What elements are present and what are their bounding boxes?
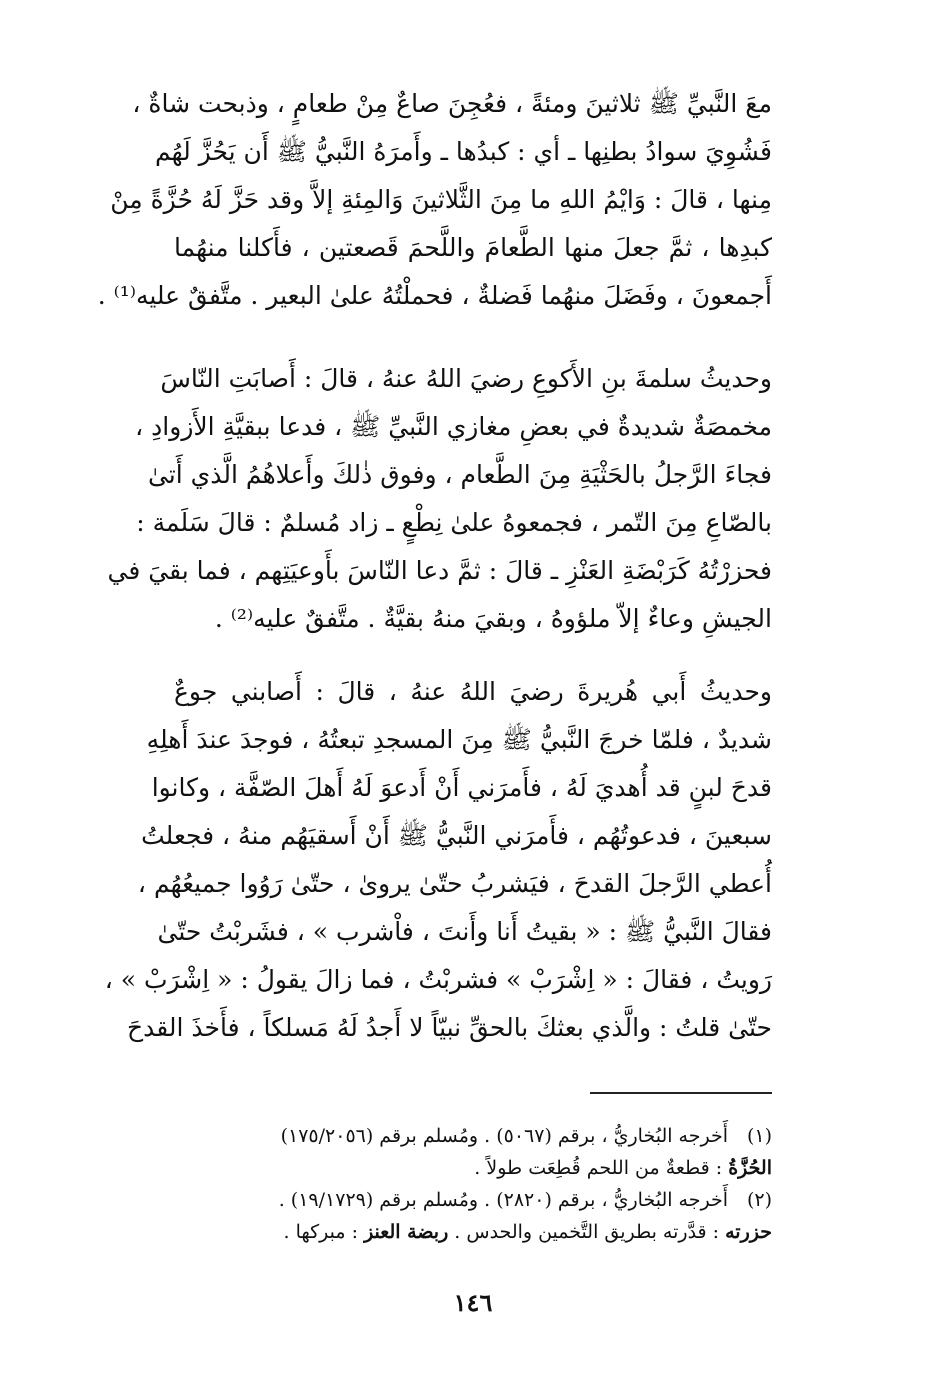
text-line: مِنها ، قالَ : وَايْمُ اللهِ ما مِنَ الثَّلاثينَ وَالمِئةِ إلاَّ وقد حَزَّ لَهُ حُزَّةً مِنْ [110, 185, 772, 214]
text-line: فحزرْتُهُ كَرَبْضَةِ العَنْزِ ـ قالَ : ثمَّ دعا النّاسَ بأَوعيَتِهم ، فما بقيَ في [107, 556, 772, 585]
gloss-term: ربضة العنز [364, 1221, 449, 1243]
text-line: وحديثُ سلمةَ بنِ الأَكوعِ رضيَ اللهُ عنهُ ، قالَ : أَصابَتِ النّاسَ [160, 364, 772, 393]
page-number: ١٤٦ [453, 1288, 493, 1317]
paragraph-2 [107, 355, 772, 643]
text-line: فجاءَ الرَّجلُ بالحَثْيَةِ مِنَ الطَّعام ، وفوق ذٰلكَ وأَعلاهُمُ الَّذي أَتىٰ [147, 460, 772, 489]
paragraph-1 [97, 80, 772, 320]
footnote-number: (١) [746, 1125, 772, 1147]
text-line: معَ النَّبيِّ ﷺ ثلاثينَ ومئةً ، فعُجِنَ صاعٌ مِنْ طعامٍ ، وذبحت شاةٌ ، [132, 89, 772, 118]
footnote-1 [174, 1120, 772, 1152]
paragraph-3 [104, 668, 772, 1052]
footnotes [174, 1120, 772, 1248]
footnote-number: (٢) [746, 1189, 772, 1211]
text-line: أُعطي الرَّجلَ القدحَ ، فيَشربُ حتّىٰ يروىٰ ، حتّىٰ رَوُوا جميعُهُم ، [137, 869, 772, 898]
text-line: حتّىٰ قلتُ : والَّذي بعثكَ بالحقِّ نبيّاً لا أَجدُ لَهُ مَسلكاً ، فأَخذَ القدحَ [126, 1013, 772, 1042]
footnote-1-gloss [174, 1152, 772, 1184]
gloss-term: الحُزَّةُ [728, 1157, 772, 1179]
text-line: رَويتُ ، فقالَ : « اِشْرَبْ » فشربْتُ ، فما زالَ يقولُ : « اِشْرَبْ » ، [104, 965, 772, 994]
text-line: قدحَ لبنٍ قد أُهديَ لَهُ ، فأَمرَني أَنْ أَدعوَ لَهُ أَهلَ الصّفَّة ، وكانوا [151, 773, 772, 802]
footnote-divider [590, 1092, 772, 1094]
text-line: كبدِها ، ثمَّ جعلَ منها الطَّعامَ واللَّحمَ قَصعتين ، فأَكلنا منهُما [174, 233, 772, 262]
gloss-text: : مبركها . [283, 1221, 365, 1243]
gloss-text: : قدَّرته بطريق التَّخمين والحدس . [448, 1221, 726, 1243]
text-line: شديدٌ ، فلمّا خرجَ النَّبيُّ ﷺ مِنَ المسجدِ تبعتُهُ ، فوجدَ عندَ أَهلِهِ [146, 725, 772, 754]
footnote-2-gloss [174, 1216, 772, 1248]
footnote-text: أَخرجه البُخاريُّ ، برقم (٥٠٦٧) . ومُسلم برقم (١٧٥/٢٠٥٦) [280, 1125, 728, 1147]
text-line: مخمصَةٌ شديدةٌ في بعضِ مغازي النَّبيِّ ﷺ ، فدعا ببقيَّةِ الأَزوادِ ، [135, 412, 772, 441]
footnote-text: أَخرجه البُخاريُّ ، برقم (٢٨٢٠) . ومُسلم برقم (١٩/١٧٢٩) . [278, 1189, 728, 1211]
text-line: بالصّاعِ مِنَ التّمر ، فجمعوهُ علىٰ نِطْعٍ ـ زاد مُسلمٌ : قالَ سَلَمة : [136, 508, 772, 537]
gloss-text: : قطعةٌ من اللحم قُطِعَت طولاً . [474, 1157, 729, 1179]
text-line: أَجمعونَ ، وفَضَلَ منهُما فَضلةٌ ، فحملْتُهُ علىٰ البعير . متَّفقٌ عليه⁽¹⁾ . [97, 281, 772, 310]
text-line: فقالَ النَّبيُّ ﷺ : « بقيتُ أَنا وأَنتَ ، فاْشرب » ، فشَربْتُ حتّىٰ [157, 917, 772, 946]
text-line: سبعينَ ، فدعوتُهُم ، فأَمرَني النَّبيُّ ﷺ أَنْ أَسقيَهُم منهُ ، فجعلتُ [141, 821, 772, 850]
text-line: فَشُوِيَ سوادُ بطنِها ـ أي : كبدُها ـ وأَمرَهُ النَّبيُّ ﷺ أَن يَحُزَّ لَهُم [154, 137, 772, 166]
text-line: وحديثُ أَبي هُريرةَ رضيَ اللهُ عنهُ ، قالَ : أَصابني جوعٌ [174, 677, 772, 706]
footnote-2 [174, 1184, 772, 1216]
gloss-term: حزرته [725, 1221, 772, 1243]
text-line: الجيشِ وعاءٌ إلاّ ملؤوهُ ، وبقيَ منهُ بقيَّةٌ . متَّفقٌ عليه⁽²⁾ . [214, 604, 772, 633]
